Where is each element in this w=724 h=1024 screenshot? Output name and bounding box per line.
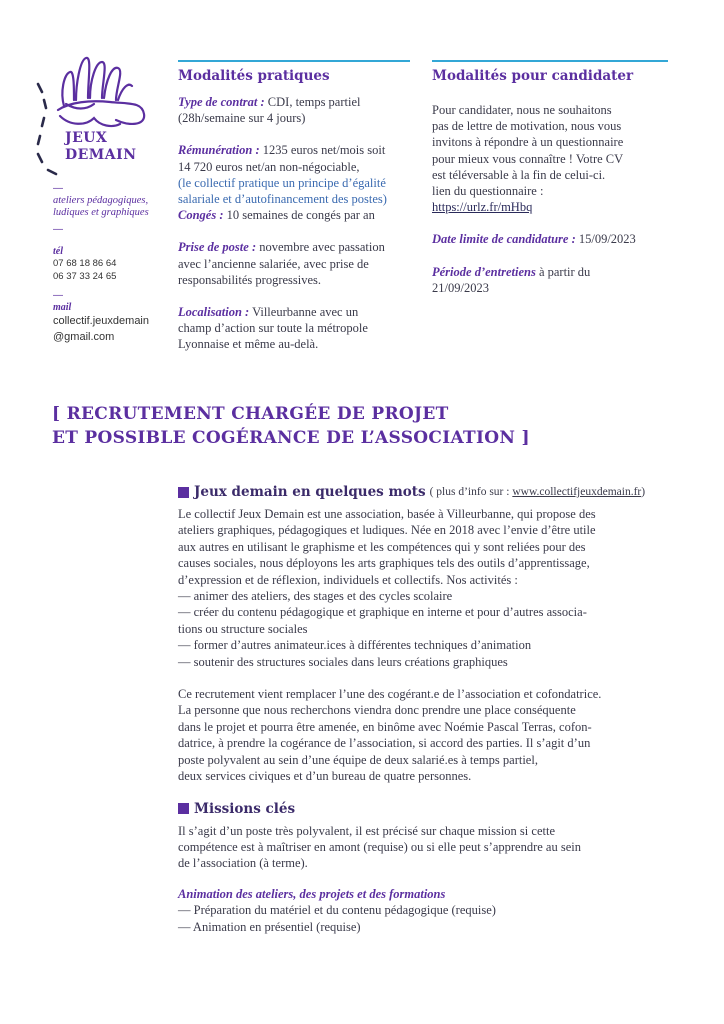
brand-line-2: DEMAIN bbox=[65, 147, 137, 163]
brand-name bbox=[65, 130, 137, 164]
start-value-3: responsabilités progressives. bbox=[178, 272, 322, 287]
mission-subheading: Animation des ateliers, des projets et des formations bbox=[178, 886, 446, 901]
main-content bbox=[178, 484, 678, 935]
deadline-block bbox=[432, 231, 668, 247]
apply-line-6: lien du questionnaire : bbox=[432, 184, 544, 199]
deadline-value: 15/09/2023 bbox=[575, 232, 636, 247]
sidebar-dash: — bbox=[53, 183, 63, 194]
about-heading-text: Jeux demain en quelques mots bbox=[194, 484, 426, 500]
section-heading-missions bbox=[178, 801, 678, 817]
questionnaire-link[interactable]: https://urlz.fr/mHbq bbox=[432, 200, 533, 215]
tagline-line-1: ateliers pédagogiques, bbox=[53, 195, 149, 206]
bracket-open: [ bbox=[52, 404, 61, 424]
pay-block bbox=[178, 142, 410, 223]
contract-value: CDI, temps partiel bbox=[264, 95, 361, 109]
location-value-2: champ d’action sur toute la métropole bbox=[178, 321, 368, 336]
apply-line-5: est téléversable à la fin de celui-ci. bbox=[432, 167, 606, 182]
bracket-close: ] bbox=[521, 428, 530, 448]
location-label: Localisation : bbox=[178, 305, 250, 320]
section-heading-about bbox=[178, 484, 678, 500]
apply-line-2: pas de lettre de motivation, nous vous bbox=[432, 119, 622, 134]
mail-label: mail bbox=[53, 302, 72, 313]
brand-line-1: JEUX bbox=[65, 130, 108, 146]
square-bullet-icon bbox=[178, 487, 189, 498]
pay-label: Rémunération : bbox=[178, 143, 260, 158]
phone-1[interactable]: 07 68 18 86 64 bbox=[53, 258, 117, 269]
pay-note-2: salariale et d’autofinancement des postes) bbox=[178, 192, 387, 207]
divider bbox=[178, 60, 410, 62]
location-value: Villeurbanne avec un bbox=[249, 305, 359, 320]
website-link[interactable]: www.collectifjeuxdemain.fr bbox=[512, 486, 642, 498]
title-line-2: ET POSSIBLE COGÉRANCE DE L’ASSOCIATION bbox=[52, 428, 516, 448]
sidebar-dash: — bbox=[53, 290, 63, 301]
missions-heading-text: Missions clés bbox=[194, 800, 296, 817]
activity-item: — créer du contenu pédagogique et graphique en interne et pour d’autres associa- bbox=[178, 605, 587, 620]
activity-item: — animer des ateliers, des stages et des cycles scolaire bbox=[178, 589, 453, 604]
start-label: Prise de poste : bbox=[178, 240, 257, 255]
pay-note-1: (le collectif pratique un principe d’égalité bbox=[178, 175, 386, 190]
practical-terms-column bbox=[178, 60, 410, 353]
email-line-1[interactable]: collectif.jeuxdemain bbox=[53, 315, 149, 327]
location-block bbox=[178, 304, 410, 353]
contract-block bbox=[178, 94, 410, 126]
apply-line-3: invitons à répondre à un questionnaire bbox=[432, 135, 624, 150]
mission-item: — Animation en présentiel (requise) bbox=[178, 919, 361, 934]
practical-terms-title: Modalités pratiques bbox=[178, 68, 330, 84]
missions-list bbox=[178, 886, 678, 935]
apply-line-4: pour mieux vous connaître ! Votre CV bbox=[432, 151, 624, 166]
location-value-3: Lyonnaise et même au-delà. bbox=[178, 337, 319, 352]
start-value: novembre avec passation bbox=[256, 240, 385, 255]
missions-paragraph: Il s’agit d’un poste très polyvalent, il est précisé sur chaque mission si cette compétence est à maîtriser en amont (requise) ou si elle peut s’apprendre au sein de l’association (à terme). bbox=[178, 823, 581, 871]
sidebar-dash: — bbox=[53, 224, 63, 235]
application-title: Modalités pour candidater bbox=[432, 68, 634, 84]
contract-label: Type de contrat : bbox=[178, 95, 265, 109]
recruitment-paragraph: Ce recrutement vient remplacer l’une des cogérant.e de l’association et cofondatrice. La personne que nous recherchons viendra donc prendre une place conséquente dans le projet et pourra être amenée, en binôme avec Noémie Pascal Terras, cofon- datrice, à prendre la cogérance de l’association, si accord des parties. Il s’agit d’un poste polyvalent au sein d’une équipe de deux salarié.es à temps partiel, deux services civiques et d’un bureau de quatre personnes. bbox=[178, 687, 602, 784]
interview-block bbox=[432, 264, 668, 296]
email-line-2[interactable]: @gmail.com bbox=[53, 331, 115, 343]
start-block bbox=[178, 239, 410, 288]
application-column bbox=[432, 60, 668, 296]
apply-line-1: Pour candidater, nous ne souhaitons bbox=[432, 103, 612, 117]
tagline-line-2: ludiques et graphiques bbox=[53, 207, 149, 218]
leave-value: 10 semaines de congés par an bbox=[223, 208, 375, 223]
start-value-2: avec l’ancienne salariée, avec prise de bbox=[178, 256, 369, 271]
deadline-label: Date limite de candidature : bbox=[432, 232, 576, 247]
pay-value: 1235 euros net/mois soit bbox=[259, 143, 386, 158]
apply-block bbox=[432, 102, 668, 215]
leave-label: Congés : bbox=[178, 208, 224, 223]
interview-value-2: 21/09/2023 bbox=[432, 280, 489, 295]
activity-item: — soutenir des structures sociales dans leurs créations graphiques bbox=[178, 654, 508, 669]
interview-label: Période d’entretiens bbox=[432, 264, 536, 279]
contact-sidebar bbox=[53, 181, 149, 345]
contract-value-2: (28h/semaine sur 4 jours) bbox=[178, 111, 306, 126]
divider bbox=[432, 60, 668, 62]
activity-item: — former d’autres animateur.ices à différentes techniques d’animation bbox=[178, 638, 532, 653]
interview-value: à partir du bbox=[535, 264, 591, 279]
phone-2[interactable]: 06 37 33 24 65 bbox=[53, 271, 117, 282]
square-bullet-icon bbox=[178, 803, 189, 814]
more-info-note: ( plus d’info sur : www.collectifjeuxdemain.fr) bbox=[429, 486, 646, 498]
tel-label: tél bbox=[53, 246, 63, 257]
about-paragraph: Le collectif Jeux Demain est une association, basée à Villeurbanne, qui propose des ateliers graphiques, pédagogiques et ludiques. Née en 2018 avec l’envie d’être utile aux autres en utilisant le graphisme et les compétences qui y sont reliées pour des causes sociales, nous déployons les arts graphiques tels des outils d’apprentissage, d’expression et de réflexion, individuels et collectifs. Nos activités : — animer des ateliers, des stages et des cycles scolaire — créer du contenu pédagogique et graphique en interne et pour d’autres associa- tions ou structure sociales — former d’autres animateur.ices à différentes techniques d’animation — soutenir des structures sociales dans leurs créations graphiques bbox=[178, 507, 596, 669]
pay-value-2: 14 720 euros net/an non-négociable, bbox=[178, 159, 360, 174]
mission-item: — Préparation du matériel et du contenu pédagogique (requise) bbox=[178, 903, 496, 918]
page-title bbox=[52, 402, 530, 450]
title-line-1: RECRUTEMENT CHARGÉE DE PROJET bbox=[66, 404, 449, 424]
